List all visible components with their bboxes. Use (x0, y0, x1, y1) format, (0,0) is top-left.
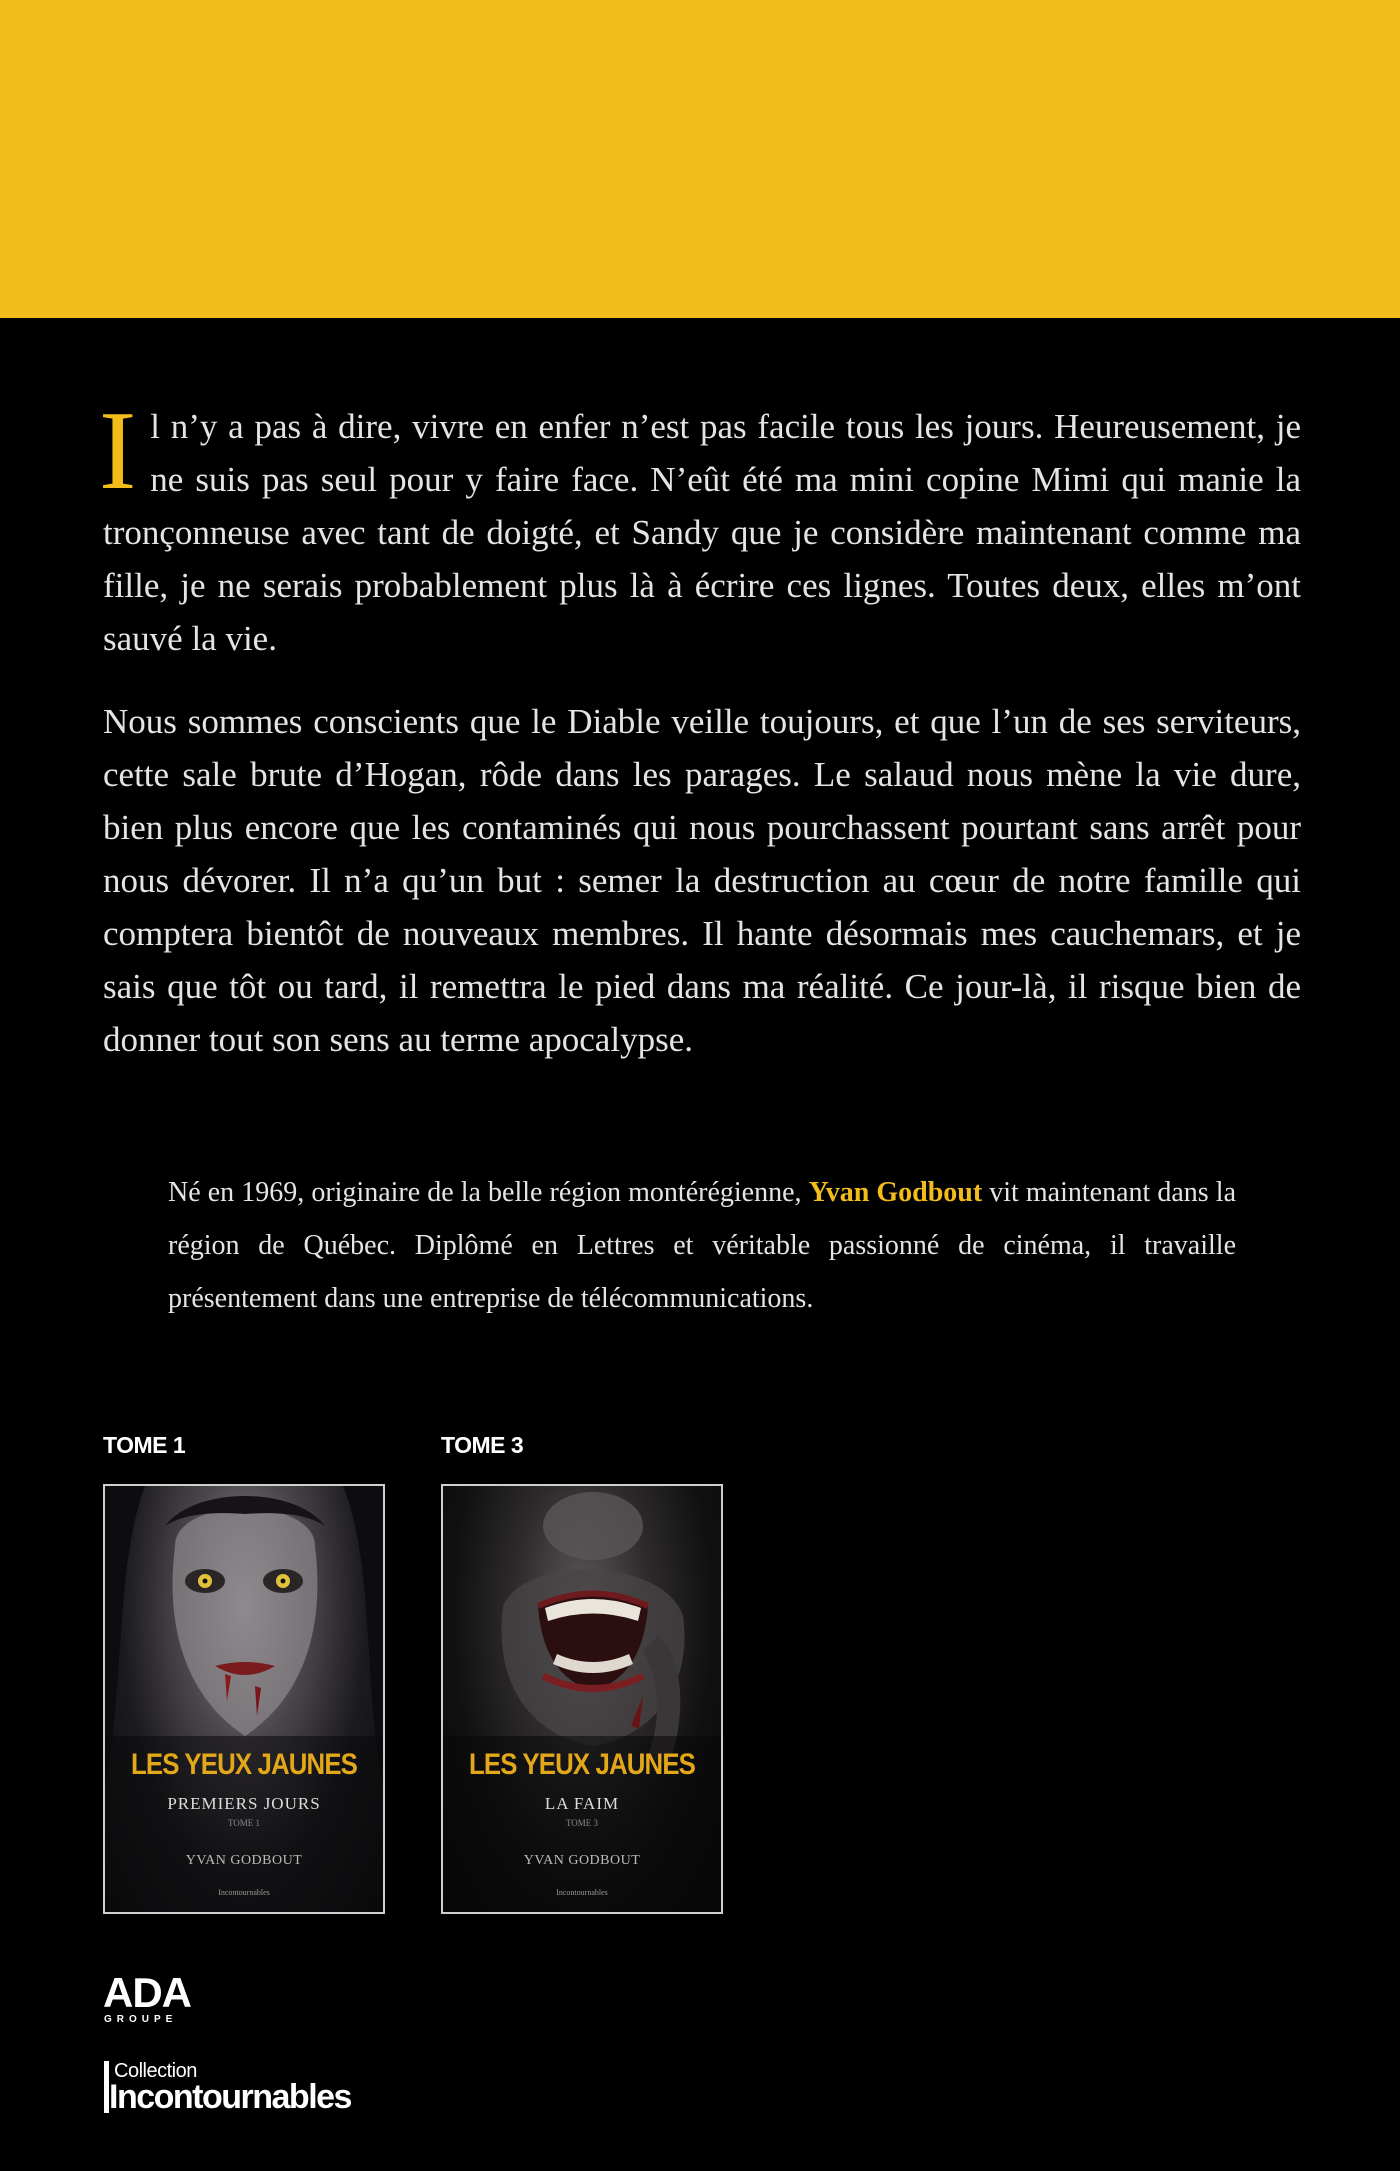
author-bio-before: Né en 1969, originaire de la belle région montérégienne, (168, 1177, 809, 1208)
blurb-paragraph-2: Nous sommes conscients que le Diable veille toujours, et que l’un de ses serviteurs, cette sale brute d’Hogan, rôde dans les parages. Le salaud nous mène la vie dure, bien plus encore que les contaminés qui nous pourchassent pourtant sans arrêt pour nous dévorer. Il n’a qu’un but : semer la destruction au cœur de notre famille qui comptera bientôt de nouveaux membres. Il hante désormais mes cauchemars, et je sais que tôt ou tard, il remettra le pied dans ma réalité. Ce jour-là, il risque bien de donner tout son sens au terme apocalypse. (103, 702, 1301, 1059)
book-cover-tome-3 (441, 1484, 723, 1914)
ada-logo-subtitle: GROUPE (104, 2014, 178, 2025)
cover-1-author: YVAN GODBOUT (185, 1853, 303, 1868)
cover-illustration-face (105, 1486, 383, 1912)
back-cover-blurb (99, 389, 1301, 1096)
author-bio (168, 1166, 1236, 1325)
cover-illustration-mouth (443, 1486, 721, 1912)
top-color-band (0, 0, 1400, 318)
collection-name: Incontournables (109, 2078, 351, 2116)
tome-3-label: TOME 3 (441, 1432, 524, 1458)
cover-3-tome: TOME 3 (565, 1818, 599, 1828)
collection-word: Collection (114, 2060, 197, 2082)
author-bio-after: vit maintenant dans la région de Québec. Diplômé en Lettres et véritable passionné de cinéma, il travaille présentement dans une entreprise de télécommunications. (168, 1177, 1236, 1314)
cover-1-tome: TOME 1 (227, 1818, 261, 1828)
cover-3-subtitle: LA FAIM (544, 1794, 620, 1813)
cover-1-subtitle: PREMIERS JOURS (167, 1794, 321, 1813)
cover-1-publisher: Incontournables (218, 1888, 270, 1897)
cover-3-series-title: LES YEUX JAUNES (468, 1748, 696, 1781)
cover-1-series-title: LES YEUX JAUNES (130, 1748, 358, 1781)
author-name: Yvan Godbout (808, 1177, 983, 1208)
blurb-paragraph-1-text: l n’y a pas à dire, vivre en enfer n’est pas facile tous les jours. Heureusement, je ne suis pas seul pour y faire face. N’eût été ma mini copine Mimi qui manie la tronçonneuse avec tant de doigté, et Sandy que je considère maintenant comme ma fille, je ne serais probablement plus là à écrire ces lignes. Toutes deux, elles m’ont sauvé la vie. (103, 407, 1301, 658)
cover-3-publisher: Incontournables (556, 1888, 608, 1897)
cover-3-author: YVAN GODBOUT (523, 1853, 641, 1868)
drop-cap: I (99, 389, 137, 513)
ada-logo: ADA (103, 1969, 191, 2016)
blurb-paragraph-1 (99, 389, 1301, 665)
book-cover-tome-1 (103, 1484, 385, 1914)
tome-1-label: TOME 1 (103, 1432, 186, 1458)
